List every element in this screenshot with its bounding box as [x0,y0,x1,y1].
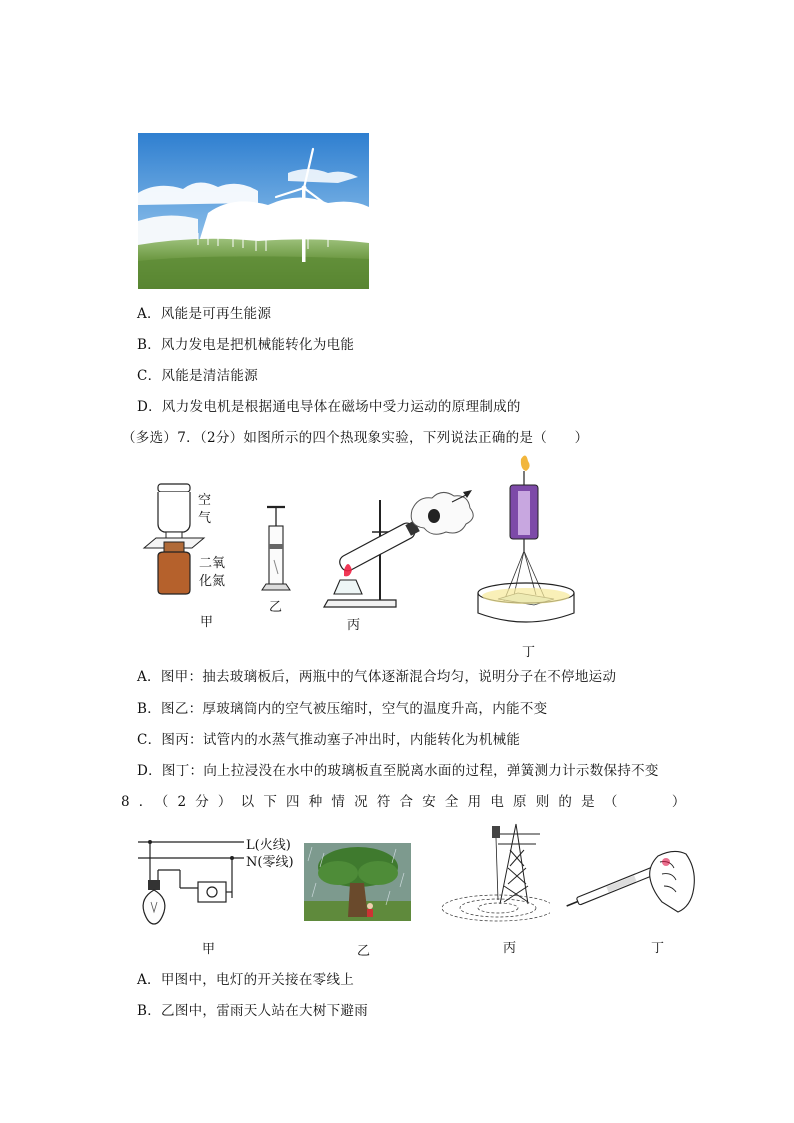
q8-option-a: A．甲图中，电灯的开关接在零线上 [137,972,355,988]
q7-label-air2: 气 [198,511,212,526]
wind-turbine-photo [138,133,369,289]
test-tube-steam-figure [320,462,480,614]
q7-option-d: D．图丁：向上拉浸没在水中的玻璃板直至脱离水面的过程，弹簧测力计示数保持不变 [137,763,659,779]
q7-caption-jia: 甲 [200,615,214,630]
q7-option-a: A．图甲：抽去玻璃板后，两瓶中的气体逐渐混合均匀，说明分子在不停地运动 [137,669,617,685]
spring-scale-water-figure [474,455,584,640]
q7-label-no2-1: 二氧 [199,556,226,571]
lamp-wiring-circuit [136,836,256,928]
q7-option-b: B．图乙：厚玻璃筒内的空气被压缩时，空气的温度升高，内能不变 [137,701,548,717]
q8-caption-jia: 甲 [202,942,216,957]
q6-option-b: B．风力发电是把机械能转化为电能 [137,337,355,353]
q7-label-air: 空 [198,493,212,508]
q7-caption-yi: 乙 [269,600,283,615]
q8-caption-yi: 乙 [357,944,371,959]
test-pen-hand-figure [566,842,698,916]
power-tower-figure [424,820,550,924]
q6-option-a: A．风能是可再生能源 [137,306,272,322]
q7-label-no2-2: 化氮 [199,574,226,589]
q6-option-d: D．风力发电机是根据通电导体在磁场中受力运动的原理制成的 [137,399,521,415]
q8-stem: 8．（2分）以下四种情况符合安全用电原则的是（ ） [121,794,695,810]
q8-label-neutral-wire: N(零线) [246,855,294,870]
q7-caption-ding: 丁 [522,645,536,660]
q7-option-c: C．图丙：试管内的水蒸气推动塞子冲出时，内能转化为机械能 [137,732,521,748]
compression-cylinder-figure [258,504,294,594]
q8-label-live-wire: L(火线) [246,838,291,853]
q7-stem: （多选）7．（2分）如图所示的四个热现象实验，下列说法正确的是（ ） [122,430,589,446]
q8-option-b: B．乙图中，雷雨天人站在大树下避雨 [137,1003,369,1019]
q7-caption-bing: 丙 [347,618,361,633]
tree-thunderstorm-figure [304,843,411,921]
q8-caption-bing: 丙 [503,941,517,956]
q8-caption-ding: 丁 [651,941,665,956]
q6-option-c: C．风能是清洁能源 [137,368,259,384]
